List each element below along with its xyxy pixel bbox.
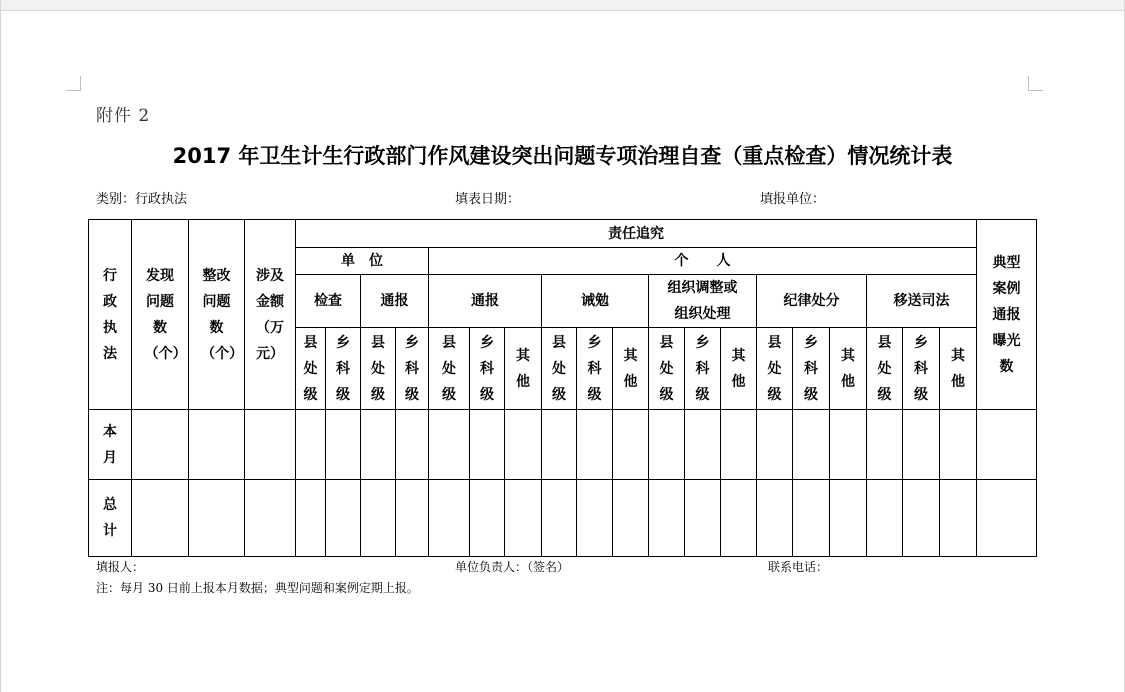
header-admonish: 诫勉: [542, 275, 649, 328]
sub-other: 其他: [613, 328, 649, 410]
table-cell[interactable]: [577, 410, 613, 480]
table-cell[interactable]: [757, 410, 793, 480]
sub-township: 乡科级: [326, 328, 361, 410]
table-cell[interactable]: [867, 480, 903, 557]
table-cell[interactable]: [830, 410, 867, 480]
table-cell[interactable]: [245, 480, 296, 557]
table-cell[interactable]: [542, 410, 577, 480]
table-cell[interactable]: [977, 480, 1037, 557]
sub-township: 乡科级: [396, 328, 429, 410]
sub-township: 乡科级: [685, 328, 721, 410]
table-cell[interactable]: [721, 410, 757, 480]
table-cell[interactable]: [396, 480, 429, 557]
header-judicial: 移送司法: [867, 275, 977, 328]
table-cell[interactable]: [296, 480, 326, 557]
table-cell[interactable]: [505, 480, 542, 557]
table-cell[interactable]: [940, 480, 977, 557]
window-top-bar: [0, 0, 1125, 11]
filler-label: 填报人：: [96, 560, 145, 574]
sub-other: 其他: [721, 328, 757, 410]
table-cell[interactable]: [613, 480, 649, 557]
margin-mark-top-left: [66, 76, 81, 91]
table-cell[interactable]: [505, 410, 542, 480]
table-cell[interactable]: [793, 410, 830, 480]
table-cell[interactable]: [577, 480, 613, 557]
sub-county: 县处级: [867, 328, 903, 410]
table-cell[interactable]: [721, 480, 757, 557]
sub-township: 乡科级: [470, 328, 505, 410]
table-cell[interactable]: [296, 410, 326, 480]
header-org-adjust: 组织调整或组织处理: [649, 275, 757, 328]
table-cell[interactable]: [542, 480, 577, 557]
sub-other: 其他: [940, 328, 977, 410]
table-cell[interactable]: [132, 480, 189, 557]
sub-county: 县处级: [542, 328, 577, 410]
sub-other: 其他: [830, 328, 867, 410]
table-cell[interactable]: [793, 480, 830, 557]
table-cell[interactable]: [649, 410, 685, 480]
fill-unit-label: 填报单位：: [760, 192, 826, 207]
table-cell[interactable]: [326, 410, 361, 480]
table-cell[interactable]: [940, 410, 977, 480]
table-cell[interactable]: [649, 480, 685, 557]
header-responsibility: 责任追究: [296, 220, 977, 248]
table-cell[interactable]: [903, 410, 940, 480]
table-cell[interactable]: [245, 410, 296, 480]
sub-township: 乡科级: [577, 328, 613, 410]
sub-county: 县处级: [361, 328, 396, 410]
table-cell[interactable]: [326, 480, 361, 557]
leader-label: 单位负责人：（签名）: [455, 560, 570, 574]
sub-other: 其他: [505, 328, 542, 410]
table-row-total: [89, 480, 1037, 557]
table-cell[interactable]: [613, 410, 649, 480]
table-cell[interactable]: [830, 480, 867, 557]
margin-mark-top-right: [1028, 76, 1043, 91]
header-individual: 个 人: [429, 248, 977, 275]
table-cell[interactable]: [977, 410, 1037, 480]
header-fixed: 整改问题数（个）: [189, 220, 245, 410]
statistics-table: [88, 219, 1037, 557]
table-cell[interactable]: [189, 410, 245, 480]
header-notify-unit: 通报: [361, 275, 429, 328]
table-cell[interactable]: [429, 410, 470, 480]
sub-county: 县处级: [649, 328, 685, 410]
table-cell[interactable]: [396, 410, 429, 480]
header-discipline: 纪律处分: [757, 275, 867, 328]
row-label-total: 总计: [89, 480, 132, 557]
table-cell[interactable]: [757, 480, 793, 557]
table-cell[interactable]: [361, 410, 396, 480]
sub-township: 乡科级: [903, 328, 940, 410]
table-cell[interactable]: [685, 480, 721, 557]
header-unit: 单 位: [296, 248, 429, 275]
table-cell[interactable]: [470, 410, 505, 480]
header-typical: 典型案例通报曝光数: [977, 220, 1037, 410]
table-cell[interactable]: [189, 480, 245, 557]
header-inspect: 检查: [296, 275, 361, 328]
phone-label: 联系电话：: [768, 560, 829, 574]
table-cell[interactable]: [132, 410, 189, 480]
page-title: 2017 年卫生计生行政部门作风建设突出问题专项治理自查（重点检查）情况统计表: [172, 144, 953, 168]
table-cell[interactable]: [685, 410, 721, 480]
table-row-month: [89, 410, 1037, 480]
sub-county: 县处级: [296, 328, 326, 410]
table-cell[interactable]: [867, 410, 903, 480]
header-amount: 涉及金额（万元）: [245, 220, 296, 410]
fill-date-label: 填表日期：: [455, 192, 521, 207]
row-label-month: 本月: [89, 410, 132, 480]
attachment-label: 附件 2: [96, 106, 151, 126]
header-found: 发现问题数（个）: [132, 220, 189, 410]
window-left-border: [0, 0, 1, 692]
sub-township: 乡科级: [793, 328, 830, 410]
sub-county: 县处级: [429, 328, 470, 410]
table-cell[interactable]: [361, 480, 396, 557]
note-text: 注：每月 30 日前上报本月数据；典型问题和案例定期上报。: [96, 581, 419, 595]
category-label: 类别：行政执法: [96, 192, 188, 207]
table-cell[interactable]: [903, 480, 940, 557]
header-admin: 行政执法: [89, 220, 132, 410]
sub-county: 县处级: [757, 328, 793, 410]
table-cell[interactable]: [429, 480, 470, 557]
table-cell[interactable]: [470, 480, 505, 557]
header-notify-person: 通报: [429, 275, 542, 328]
